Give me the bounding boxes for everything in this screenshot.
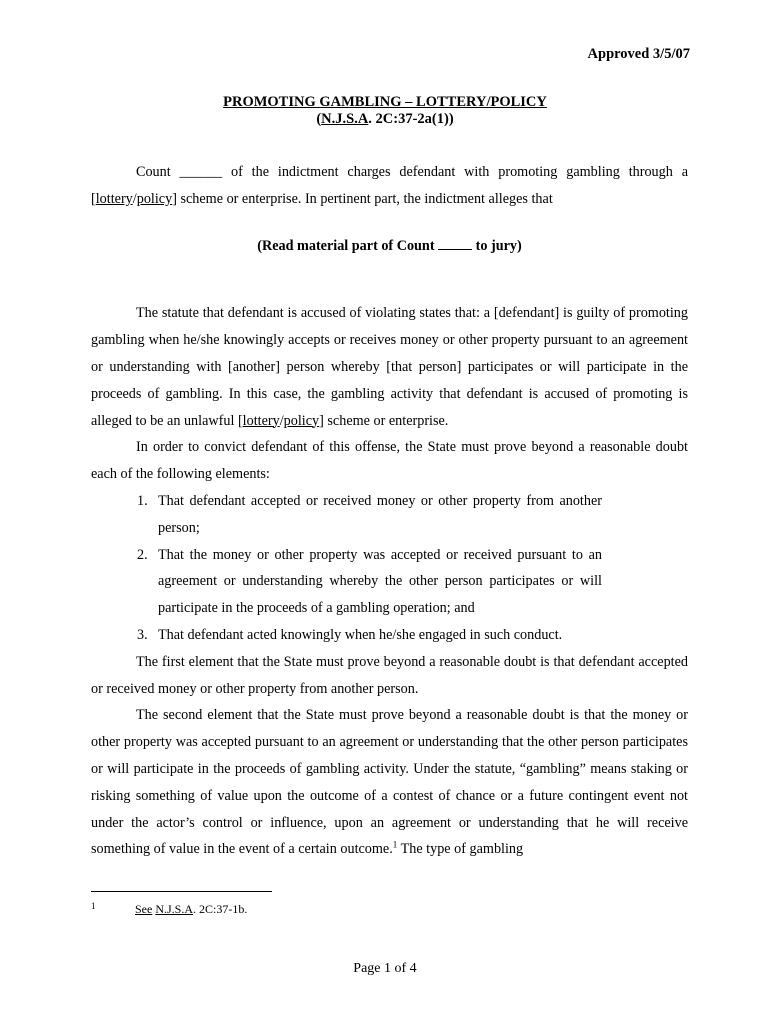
approved-date: Approved 3/5/07	[587, 46, 690, 62]
list-item	[137, 488, 602, 542]
list-item	[137, 622, 602, 649]
intro-slash: /	[132, 190, 137, 207]
document-title	[0, 94, 770, 128]
footnote-reference[interactable]: 1	[392, 839, 398, 850]
first-element-paragraph: The first element that the State must prove beyond a reasonable doubt is that defendant accepted or received money or other property from another person.	[91, 653, 688, 697]
title-statute: . 2C:37-2a(1))	[368, 111, 454, 127]
statute-lottery: lottery	[242, 412, 280, 429]
intro-paragraph	[91, 159, 688, 213]
elements-list	[91, 488, 602, 649]
footnote-divider	[91, 891, 272, 892]
list-item-number: 2.	[137, 546, 148, 563]
statute-text-1: The statute that defendant is accused of violating states that: a [defendant] is guilty of promoting gambling when he/she knowingly accepts or receives money or other property pursuant to an agreement or understanding with [another] person whereby [that person] participates or will participate in the proceeds of gambling. In this case, the gambling activity that defendant is accused of promoting is alleged to be an unlawful [	[91, 305, 688, 429]
document-body	[91, 159, 688, 863]
intro-text-1: Count ______ of the indictment charges defendant with promoting gambling through a [	[91, 164, 688, 207]
read-material-instruction	[91, 233, 688, 260]
footnote-statute: . 2C:37-1b.	[193, 902, 248, 916]
statute-paragraph	[91, 300, 688, 434]
intro-policy: policy	[136, 190, 173, 207]
read-material-before: (Read material part of Count	[257, 237, 439, 254]
count-blank	[438, 235, 472, 250]
footnote-number: 1	[91, 901, 96, 911]
list-item-number: 3.	[137, 626, 148, 643]
list-item-text: That the money or other property was accepted or received pursuant to an agreement or understanding whereby the other person participates or will participate in the proceeds of a gambling operation; and	[158, 546, 602, 617]
intro-text-2: ] scheme or enterprise. In pertinent part, the indictment alleges that	[172, 190, 553, 207]
list-item-number: 1.	[137, 492, 148, 509]
title-line-1: PROMOTING GAMBLING – LOTTERY/POLICY	[223, 94, 547, 110]
second-element-text: The second element that the State must prove beyond a reasonable doubt is that the money or other property was accepted pursuant to an agreement or understanding that the other person participates or will participate in the proceeds of gambling activity. Under the statute, “gambling” means staking or risking something of value upon the outcome of a contest of chance or a future contingent event not under the actor’s control or influence, upon an agreement or understanding that he will receive something of value in the event of a certain outcome.	[91, 707, 688, 858]
list-item-text: That defendant accepted or received money or other property from another person;	[158, 492, 602, 536]
read-material-after: to jury)	[472, 237, 522, 254]
title-citation: N.J.S.A	[321, 111, 369, 127]
footnote-citation: N.J.S.A	[155, 902, 194, 916]
page-number: Page 1 of 4	[353, 961, 417, 976]
footnote-text	[135, 902, 247, 916]
statute-slash: /	[279, 412, 284, 429]
second-element-tail: The type of gambling	[397, 841, 524, 858]
title-line-2	[0, 111, 770, 128]
second-element-paragraph	[91, 702, 688, 863]
footnote-see: See	[135, 902, 153, 916]
intro-lottery: lottery	[95, 190, 133, 207]
footnote	[91, 902, 247, 917]
list-item-text: That defendant acted knowingly when he/she engaged in such conduct.	[158, 626, 563, 643]
list-item	[137, 542, 602, 622]
statute-text-2: ] scheme or enterprise.	[319, 412, 449, 429]
title-paren: (	[316, 111, 322, 127]
statute-policy: policy	[283, 412, 320, 429]
order-paragraph: In order to convict defendant of this offense, the State must prove beyond a reasonable doubt each of the following elements:	[91, 439, 688, 483]
